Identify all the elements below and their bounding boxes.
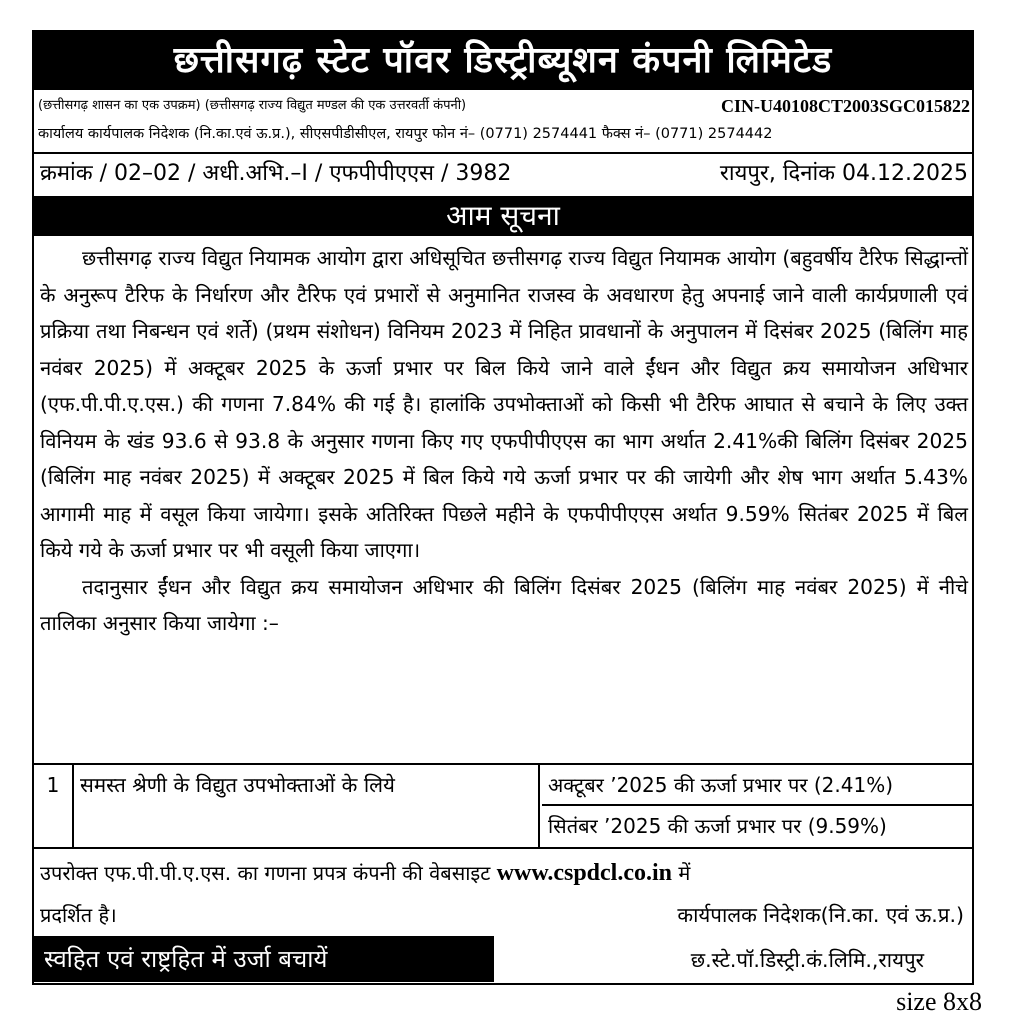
website-line-2: प्रदर्शित है। [40, 903, 117, 927]
website-line [40, 855, 968, 891]
office-contact-line: कार्यालय कार्यपालक निदेशक (नि.का.एवं ऊ.प्र.), सीएसपीडीसीएल, रायपुर फोन नं– (0771) 2574441 फैक्स नं– (0771) 2574442 [38, 126, 773, 142]
table-row-october: अक्टूबर ’2025 की ऊर्जा प्रभार पर (2.41%) [542, 765, 972, 806]
public-notice [32, 30, 974, 985]
fppas-table [34, 763, 972, 849]
table-serial: 1 [34, 765, 74, 847]
body-paragraph-1: छत्तीसगढ़ राज्य विद्युत नियामक आयोग द्वारा अधिसूचित छत्तीसगढ़ राज्य विद्युत नियामक आयोग (बहुवर्षीय टैरिफ सिद्धान्तों के अनुरूप टैरिफ के निर्धारण और टैरिफ एवं प्रभारों से अनुमानित राजस्व के अवधारण हेतु अपनाई जाने वाली कार्यप्रणाली एवं प्रक्रिया तथा निबन्धन एवं शर्ते) (प्रथम संशोधन) विनियम 2023 में निहित प्रावधानों के अनुपालन में दिसंबर 2025 (बिलिंग माह नवंबर 2025) में अक्टूबर 2025 के ऊर्जा प्रभार पर बिल किये जाने वाले ईंधन और विद्युत क्रय समायोजन अधिभार (एफ.पी.पी.ए.एस.) की गणना 7.84% की गई है। हालांकि उपभोक्ताओं को किसी भी टैरिफ आघात से बचाने के लिए उक्त विनियम के खंड 93.6 से 93.8 के अनुसार गणना किए गए एफपीपीएएस का भाग अर्थात 2.41%की बिलिंग दिसंबर 2025 (बिलिंग माह नवंबर 2025) में अक्टूबर 2025 में बिल किये गये ऊर्जा प्रभार पर की जायेगी और शेष भाग अर्थात 5.43% आगामी माह में वसूल किया जायेगा। इसके अतिरिक्त पिछले महीने के एफपीपीएएस अर्थात 9.59% सितंबर 2025 में बिल किये गये के ऊर्जा प्रभार पर भी वसूली किया जाएगा। [40, 246, 969, 562]
reference-line [34, 152, 972, 196]
company-name: छत्तीसगढ़ स्टेट पॉवर डिस्ट्रीब्यूशन कंपनी लिमिटेड [34, 32, 972, 90]
signatory-organization: छ.स्टे.पॉ.डिस्ट्री.कं.लिमि.,रायपुर [690, 948, 924, 972]
energy-saving-slogan: स्वहित एवं राष्ट्रहित में उर्जा बचायें [34, 936, 494, 982]
table-row-september: सितंबर ’2025 की ऊर्जा प्रभार पर (9.59%) [548, 814, 887, 838]
website-line-end: में [678, 861, 691, 885]
website-link[interactable]: www.cspdcl.co.in [496, 860, 673, 886]
cin-number: CIN-U40108CT2003SGC015822 [720, 96, 970, 116]
table-category: समस्त श्रेणी के विद्युत उपभोक्ताओं के लिये [74, 765, 540, 847]
notice-body [40, 240, 968, 642]
body-paragraph-2: तदानुसार ईंधन और विद्युत क्रय समायोजन अधिभार की बिलिंग दिसंबर 2025 (बिलिंग माह नवंबर 2025) में नीचे तालिका अनुसार किया जायेगा :– [40, 574, 968, 635]
place-date: रायपुर, दिनांक 04.12.2025 [719, 161, 968, 186]
reference-number: क्रमांक / 02–02 / अधी.अभि.–I / एफपीपीएएस / 3982 [40, 161, 512, 186]
notice-title: आम सूचना [34, 196, 972, 236]
subtitle-text: (छत्तीसगढ़ शासन का एक उपक्रम) (छत्तीसगढ़ राज्य विद्युत मण्डल की एक उत्तरवर्ती कंपनी) [38, 98, 467, 113]
ad-size-label: size 8x8 [896, 987, 982, 1016]
signatory-title: कार्यपालक निदेशक(नि.का. एवं ऊ.प्र.) [677, 903, 964, 927]
website-line-text: उपरोक्त एफ.पी.पी.ए.एस. का गणना प्रपत्र कंपनी की वेबसाइट [40, 861, 491, 885]
company-subtitle [38, 92, 970, 120]
